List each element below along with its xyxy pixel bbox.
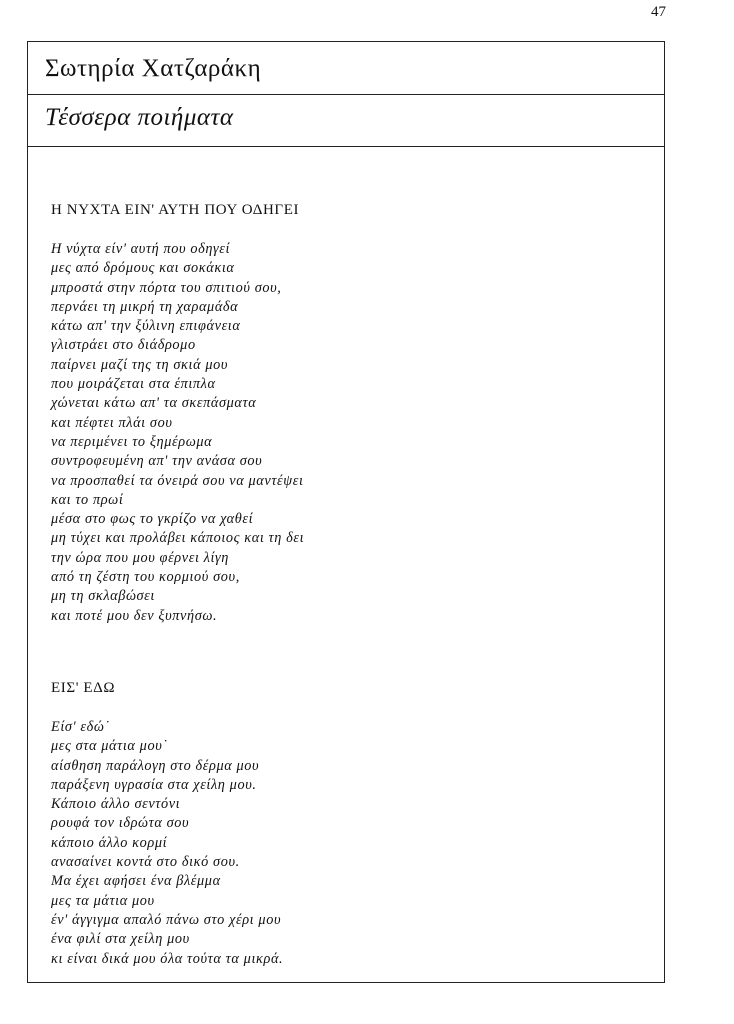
poem-line: χώνεται κάτω απ' τα σκεπάσματα (51, 395, 257, 412)
poem-line: και το πρωί (51, 491, 124, 508)
poem-line: Μα έχει αφήσει ένα βλέμμα (51, 873, 221, 890)
poem-line: να περιμένει το ξημέρωμα (51, 433, 213, 450)
poem-line: και ποτέ μου δεν ξυπνήσω. (51, 607, 218, 624)
poem-line: παράξενη υγρασία στα χείλη μου. (51, 776, 257, 793)
poem-line: κάτω απ' την ξύλινη επιφάνεια (51, 318, 241, 335)
poem-line: μπροστά στην πόρτα του σπιτιού σου, (51, 279, 282, 296)
poem-line: αίσθηση παράλογη στο δέρμα μου (51, 757, 260, 774)
poem-line: περνάει τη μικρή τη χαραμάδα (51, 298, 239, 315)
collection-title: Τέσσερα ποιήματα (45, 104, 234, 131)
author-row (28, 42, 664, 95)
poem-title: ΕΙΣ' ΕΔΩ (51, 680, 116, 696)
poem-line: παίρνει μαζί της τη σκιά μου (51, 356, 229, 373)
author-name: Σωτηρία Χατζαράκη (45, 55, 262, 82)
poem-line: έν' άγγιγμα απαλό πάνω στο χέρι μου (51, 911, 282, 928)
poem-line: μες στα μάτια μου˙ (51, 738, 168, 755)
poem-line: ανασαίνει κοντά στο δικό σου. (51, 854, 240, 871)
poem-line: μες από δρόμους και σοκάκια (51, 260, 235, 277)
poem-line: μες τα μάτια μου (51, 892, 155, 909)
page-number: 47 (651, 4, 666, 20)
poem-line: Η νύχτα είν' αυτή που οδηγεί (51, 241, 231, 257)
collection-title-row (28, 95, 664, 147)
poem-line: κάποιο άλλο κορμί (51, 834, 168, 851)
poem-line: από τη ζέστη του κορμιού σου, (51, 569, 240, 586)
poem-line: Κάποιο άλλο σεντόνι (51, 796, 181, 813)
poem-line: γλιστράει στο διάδρομο (51, 337, 196, 354)
poem-line: Είσ' εδώ˙ (51, 719, 110, 735)
poem-line: ένα φιλί στα χείλη μου (51, 931, 190, 948)
poem-title: Η ΝΥΧΤΑ ΕΙΝ' ΑΥΤΗ ΠΟΥ ΟΔΗΓΕΙ (51, 202, 300, 218)
poem-line: ρουφά τον ιδρώτα σου (51, 815, 190, 832)
poem-line: μη τη σκλαβώσει (51, 588, 155, 605)
text-frame (27, 41, 665, 983)
poem-lines (51, 240, 304, 626)
poem-line: μέσα στο φως το γκρίζο να χαθεί (51, 511, 254, 528)
poem-line: συντροφευμένη απ' την ανάσα σου (51, 453, 263, 470)
poem-line: κι είναι δικά μου όλα τούτα τα μικρά. (51, 950, 284, 967)
poem-1 (51, 202, 304, 626)
poem-2 (51, 680, 283, 969)
poem-line: που μοιράζεται στα έπιπλα (51, 376, 216, 393)
poem-line: και πέφτει πλάι σου (51, 414, 173, 431)
poem-line: την ώρα που μου φέρνει λίγη (51, 549, 229, 566)
poem-lines (51, 718, 283, 969)
poem-line: να προσπαθεί τα όνειρά σου να μαντέψει (51, 472, 304, 489)
poem-line: μη τύχει και προλάβει κάποιος και τη δει (51, 530, 305, 547)
